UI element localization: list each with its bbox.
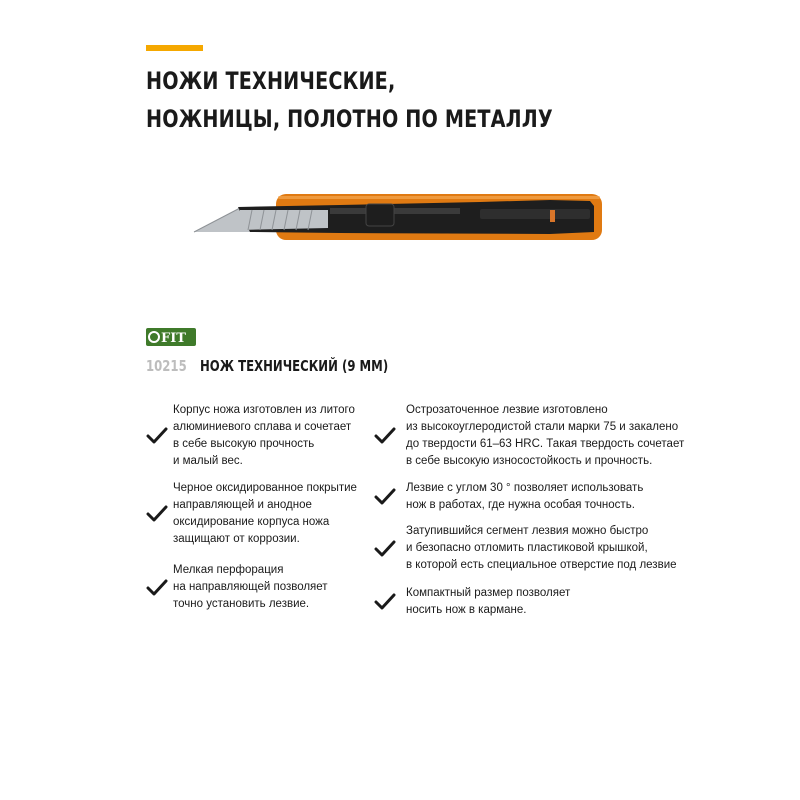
checkmark-icon: [374, 427, 396, 445]
article-number: 10215: [146, 357, 187, 375]
page-title: [146, 62, 553, 138]
feature-right-2-text: Лезвие с углом 30 ° позволяет использовать нож в работах, где нужна особая точность.: [406, 482, 644, 511]
title-line-2: НОЖНИЦЫ, ПОЛОТНО ПО МЕТАЛЛУ: [146, 105, 553, 133]
fit-brand-logo: [146, 328, 196, 346]
checkmark-icon: [374, 593, 396, 611]
checkmark-icon: [374, 488, 396, 506]
feature-left-3-text: Мелкая перфорация на направляющей позволяет точно установить лезвие.: [173, 564, 328, 610]
feature-left-2-text: Черное оксидированное покрытие направляющей и анодное оксидирование корпуса ножа защищают от коррозии.: [173, 482, 357, 545]
checkmark-icon: [146, 505, 168, 523]
knife-slider: [366, 204, 394, 226]
logo-text: FIT: [161, 331, 186, 346]
feature-right-1-text: Острозаточенное лезвие изготовлено из высокоуглеродистой стали марки 75 и закалено до твердости 61–63 HRC. Такая твердость сочетает в себе высокую износостойкость и прочность.: [406, 404, 685, 467]
feature-right-3-text: Затупившийся сегмент лезвия можно быстро и безопасно отломить пластиковой крышкой, в которой есть специальное отверстие под лезвие: [406, 525, 677, 571]
utility-knife-image: [190, 190, 610, 244]
feature-left-1-text: Корпус ножа изготовлен из литого алюминиевого сплава и сочетает в себе высокую прочность и малый вес.: [173, 404, 355, 467]
checkmark-icon: [146, 579, 168, 597]
checkmark-icon: [374, 540, 396, 558]
product-line: [146, 357, 442, 376]
accent-bar: [146, 45, 203, 51]
product-name: НОЖ ТЕХНИЧЕСКИЙ (9 ММ): [200, 357, 389, 375]
checkmark-icon: [146, 427, 168, 445]
title-line-1: НОЖИ ТЕХНИЧЕСКИЕ,: [146, 67, 396, 95]
feature-right-4-text: Компактный размер позволяет носить нож в кармане.: [406, 587, 571, 616]
